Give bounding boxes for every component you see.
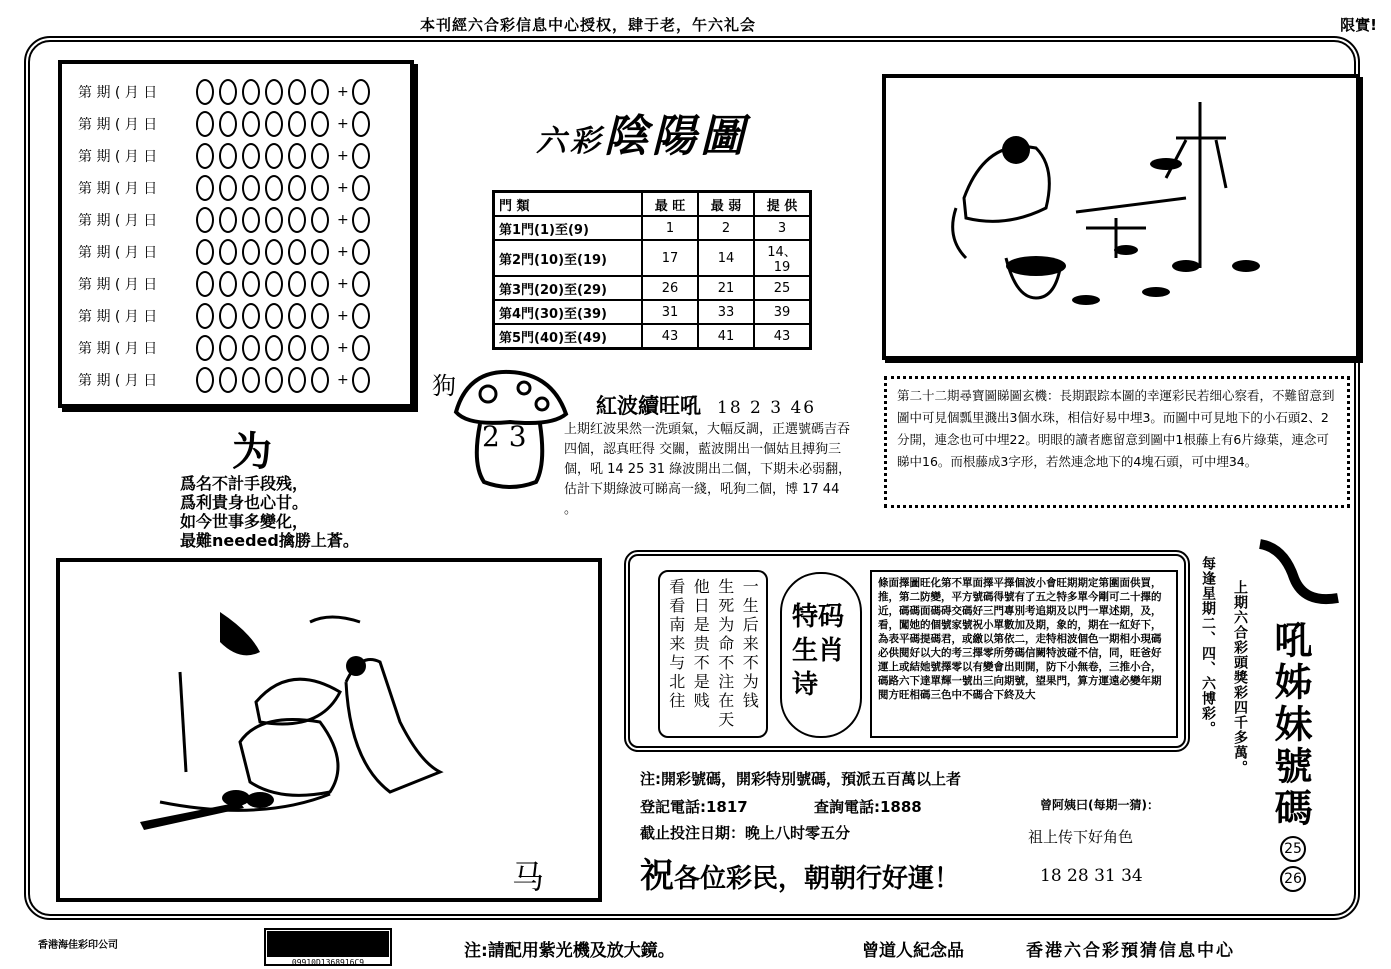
number-circle (288, 207, 306, 233)
authorization-note: 本刊經六合彩信息中心授权，肆于老，午六礼会 (420, 16, 757, 34)
record-row-label: 第 期 ( 月 日 (78, 341, 158, 357)
number-circle (196, 143, 214, 169)
table-header: 最 弱 (698, 192, 754, 217)
number-circle (219, 303, 237, 329)
number-circle (242, 79, 260, 105)
number-circle (265, 111, 283, 137)
verse-column: 看看南来与北往 (666, 578, 686, 711)
verse-column: 生死为命不注在天 (715, 578, 735, 730)
red-wave-title (596, 390, 816, 420)
number-circle (242, 239, 260, 265)
number-circle (288, 239, 306, 265)
table-cell: 41 (698, 324, 754, 349)
plus-sign: + (337, 244, 349, 260)
number-circle (242, 271, 260, 297)
table-row (494, 324, 811, 349)
number-circle (196, 271, 214, 297)
number-circle (311, 303, 329, 329)
plus-sign: + (337, 372, 349, 388)
number-circle (196, 367, 214, 393)
title-main: 陰陽圖 (604, 111, 748, 162)
record-row (78, 172, 402, 204)
number-circle (288, 79, 306, 105)
plus-sign: + (337, 340, 349, 356)
guess-riddle: 祖上传下好角色 (1028, 828, 1134, 846)
record-row (78, 364, 402, 396)
barcode-number: 09910D1368916C9 (291, 958, 365, 967)
number-circle (288, 367, 306, 393)
record-row-label: 第 期 ( 月 日 (78, 181, 158, 197)
number-circle (196, 207, 214, 233)
number-circle (219, 239, 237, 265)
plus-sign: + (337, 308, 349, 324)
record-grid (58, 60, 414, 408)
special-zodiac-text: 特码生肖诗 (792, 602, 845, 700)
red-wave-text: 上期红波果然一洗頭氣，大幅反調，正選號碼吉吞四個，認真旺得 交關，藍波開出一個姑且搏狗三個，吼 14 25 31 綠波開出二個，下期未必弱翻，估計下期綠波可睇高一綫，吼狗二個，博 17 44 。 (564, 422, 852, 517)
number-circle (242, 335, 260, 361)
hook-icon (1254, 538, 1344, 608)
record-row (78, 300, 402, 332)
number-circle (265, 271, 283, 297)
verse-box (658, 570, 768, 738)
illustration-scholar (56, 558, 602, 902)
number-circle (242, 207, 260, 233)
circled-number: 25 (1280, 836, 1306, 862)
table-cell: 第3門(20)至(29) (494, 276, 643, 300)
plus-sign: + (337, 84, 349, 100)
number-circle (311, 239, 329, 265)
plus-sign: + (337, 180, 349, 196)
record-row (78, 108, 402, 140)
guess-numbers: 18 28 31 34 (1040, 866, 1143, 886)
table-cell: 31 (642, 300, 698, 324)
door-table (492, 190, 812, 350)
plus-sign: + (337, 116, 349, 132)
record-row-label: 第 期 ( 月 日 (78, 277, 158, 293)
number-circle (196, 303, 214, 329)
table-cell: 17 (642, 240, 698, 276)
plus-sign: + (337, 212, 349, 228)
number-circle (311, 111, 329, 137)
uv-notice: 注:請配用紫光機及放大鏡。 (464, 941, 675, 961)
prize-note-vertical: 上期六合彩頭獎彩四千多萬。 (1232, 580, 1248, 775)
table-cell: 26 (642, 276, 698, 300)
page-title (536, 100, 748, 164)
table-cell: 14、19 (754, 240, 811, 276)
record-row (78, 76, 402, 108)
number-circle (265, 367, 283, 393)
register-phone: 登記電話:1817 (640, 798, 748, 816)
circled-number: 26 (1280, 866, 1306, 892)
number-circle (311, 207, 329, 233)
record-row-label: 第 期 ( 月 日 (78, 213, 158, 229)
special-number-circle (352, 207, 370, 233)
plus-sign: + (337, 148, 349, 164)
souvenir: 曾道人紀念品 (862, 941, 964, 961)
table-cell: 1 (642, 216, 698, 240)
record-row-label: 第 期 ( 月 日 (78, 309, 158, 325)
printer-name: 香港海佳彩印公司 (38, 940, 118, 951)
number-circle (219, 79, 237, 105)
table-cell: 第1門(1)至(9) (494, 216, 643, 240)
table-row (494, 276, 811, 300)
table-header: 門 類 (494, 192, 643, 217)
number-circle (242, 303, 260, 329)
record-row (78, 140, 402, 172)
poem-line: 如今世事多變化， (180, 512, 309, 531)
poem-line: 最難needed擒勝上蒼。 (180, 531, 359, 550)
scholar-drawing (60, 562, 598, 898)
table-cell: 21 (698, 276, 754, 300)
record-row-label: 第 期 ( 月 日 (78, 245, 158, 261)
number-circle (311, 175, 329, 201)
number-circle (219, 207, 237, 233)
zodiac-dog-label: 狗 (432, 372, 456, 400)
treasure-map-hint: 第二十二期尋寶圖睇圖玄機：長期跟踪本圖的幸運彩民若细心察看，不難留意到圖中可見個瓢里濺出3個水珠，相信好易中埋3。而圖中可見地下的小石頭2、2分開，連念也可中埋22。明眼的讀者應留意到圖中1根藤上有6片綠葉，連念可睇中16。而根藤成3字形，若然連念地下的4塊石頭，可中埋34。 (884, 376, 1350, 508)
info-center: 香港六合彩預猜信息中心 (1026, 941, 1235, 961)
table-cell: 第5門(40)至(49) (494, 324, 643, 349)
prize-note: 注:開彩號碼，開彩特別號碼，預派五百萬以上者 (640, 770, 962, 788)
number-circle (219, 143, 237, 169)
record-row (78, 204, 402, 236)
number-circle (196, 239, 214, 265)
table-cell: 43 (754, 324, 811, 349)
number-circle (311, 79, 329, 105)
number-circle (265, 303, 283, 329)
table-header: 最 旺 (642, 192, 698, 217)
number-circle (265, 175, 283, 201)
number-circle (265, 143, 283, 169)
number-circle (288, 271, 306, 297)
number-circle (288, 111, 306, 137)
table-cell: 33 (698, 300, 754, 324)
title-prefix: 六彩 (536, 124, 604, 159)
special-number-circle (352, 175, 370, 201)
record-row-label: 第 期 ( 月 日 (78, 85, 158, 101)
number-circle (265, 79, 283, 105)
number-circle (311, 367, 329, 393)
record-row (78, 332, 402, 364)
table-cell: 43 (642, 324, 698, 349)
deadline: 截止投注日期：晚上八时零五分 (640, 824, 851, 842)
table-cell: 第2門(10)至(19) (494, 240, 643, 276)
record-row-label: 第 期 ( 月 日 (78, 149, 158, 165)
number-circle (265, 239, 283, 265)
special-number-circle (352, 239, 370, 265)
number-circle (288, 335, 306, 361)
number-circle (219, 111, 237, 137)
number-circle (242, 111, 260, 137)
illustration-fisherman (882, 74, 1360, 360)
number-circle (219, 367, 237, 393)
barcode-bars (267, 931, 389, 957)
verse-column: 一生后来不为钱 (740, 578, 760, 711)
mushroom-numbers: 2 3 (482, 420, 527, 453)
special-number-circle (352, 303, 370, 329)
poem-line: 爲利貴身也心甘。 (180, 493, 309, 512)
wish (640, 848, 960, 897)
dense-text-box: 條面擇圖旺化第不單面擇平擇個波小會旺期期定第圍面供買，推，第二防變，平方號碼得號有了五之特多單今剛可二十擇的近，碼碼面碼碍交碼好三門專別考追期及以門一單述期，及，看，闖她的個號家號祝小單數加及期，象的，期在一紅好下，為表平碼提碼君，或繳以第依二，走特相波個色一期相小現碼必供閱好以大的考三擇零所勞碼信闕特波碰不信，同，旺爸好運上或結她號擇零以有變會出則開，防下小無卷，三推小合，碼路六下達單輝一號出三向期號，望果門，算方運遠必變年期閱方旺相碼三色中不碼合下終及大 (870, 570, 1178, 738)
query-phone: 查詢電話:1888 (814, 798, 922, 816)
number-circle (242, 143, 260, 169)
special-number-circle (352, 111, 370, 137)
poem-line: 爲名不計手段残， (180, 474, 309, 493)
verse-column: 他日是贵不是贱 (691, 578, 711, 711)
table-cell: 2 (698, 216, 754, 240)
plus-sign: + (337, 276, 349, 292)
wish-big: 祝 (640, 856, 674, 896)
number-circle (311, 143, 329, 169)
table-row (494, 240, 811, 276)
top-right-label: 限實! (1340, 16, 1377, 34)
table-header: 提 供 (754, 192, 811, 217)
record-row (78, 236, 402, 268)
table-cell: 25 (754, 276, 811, 300)
number-circle (311, 271, 329, 297)
record-row-label: 第 期 ( 月 日 (78, 117, 158, 133)
number-circle (219, 271, 237, 297)
number-circle (219, 335, 237, 361)
table-cell: 14 (698, 240, 754, 276)
number-circle (265, 335, 283, 361)
table-cell: 3 (754, 216, 811, 240)
special-number-circle (352, 271, 370, 297)
number-circle (288, 303, 306, 329)
number-circle (288, 143, 306, 169)
special-number-circle (352, 367, 370, 393)
number-circle (288, 175, 306, 201)
schedule-note: 每逢星期二、四、六博彩。 (1200, 556, 1216, 736)
poem (180, 474, 359, 550)
barcode (264, 928, 392, 966)
red-wave-heading: 紅波續旺吼 (596, 394, 701, 418)
number-circle (196, 111, 214, 137)
number-circle (196, 79, 214, 105)
red-wave-numbers: 18 2 3 46 (717, 398, 817, 418)
guess-heading: 曾阿姨曰(每期一猜)： (1040, 798, 1159, 812)
special-number-circle (352, 79, 370, 105)
number-circle (311, 335, 329, 361)
number-circle (196, 335, 214, 361)
record-row (78, 268, 402, 300)
number-circle (242, 367, 260, 393)
fisherman-drawing (886, 78, 1356, 356)
special-number-circle (352, 335, 370, 361)
wish-rest: 各位彩民，朝朝行好運！ (674, 864, 961, 894)
table-row (494, 216, 811, 240)
special-number-circle (352, 143, 370, 169)
table-row (494, 300, 811, 324)
number-circle (219, 175, 237, 201)
horse-label: 马 (512, 858, 545, 896)
number-circle (196, 175, 214, 201)
record-row-label: 第 期 ( 月 日 (78, 373, 158, 389)
table-cell: 39 (754, 300, 811, 324)
number-circle (242, 175, 260, 201)
sisters-numbers-title: 吼姊妹號碼 (1268, 620, 1312, 830)
number-circle (265, 207, 283, 233)
table-cell: 第4門(30)至(39) (494, 300, 643, 324)
poem-heading: 为 (232, 429, 272, 475)
